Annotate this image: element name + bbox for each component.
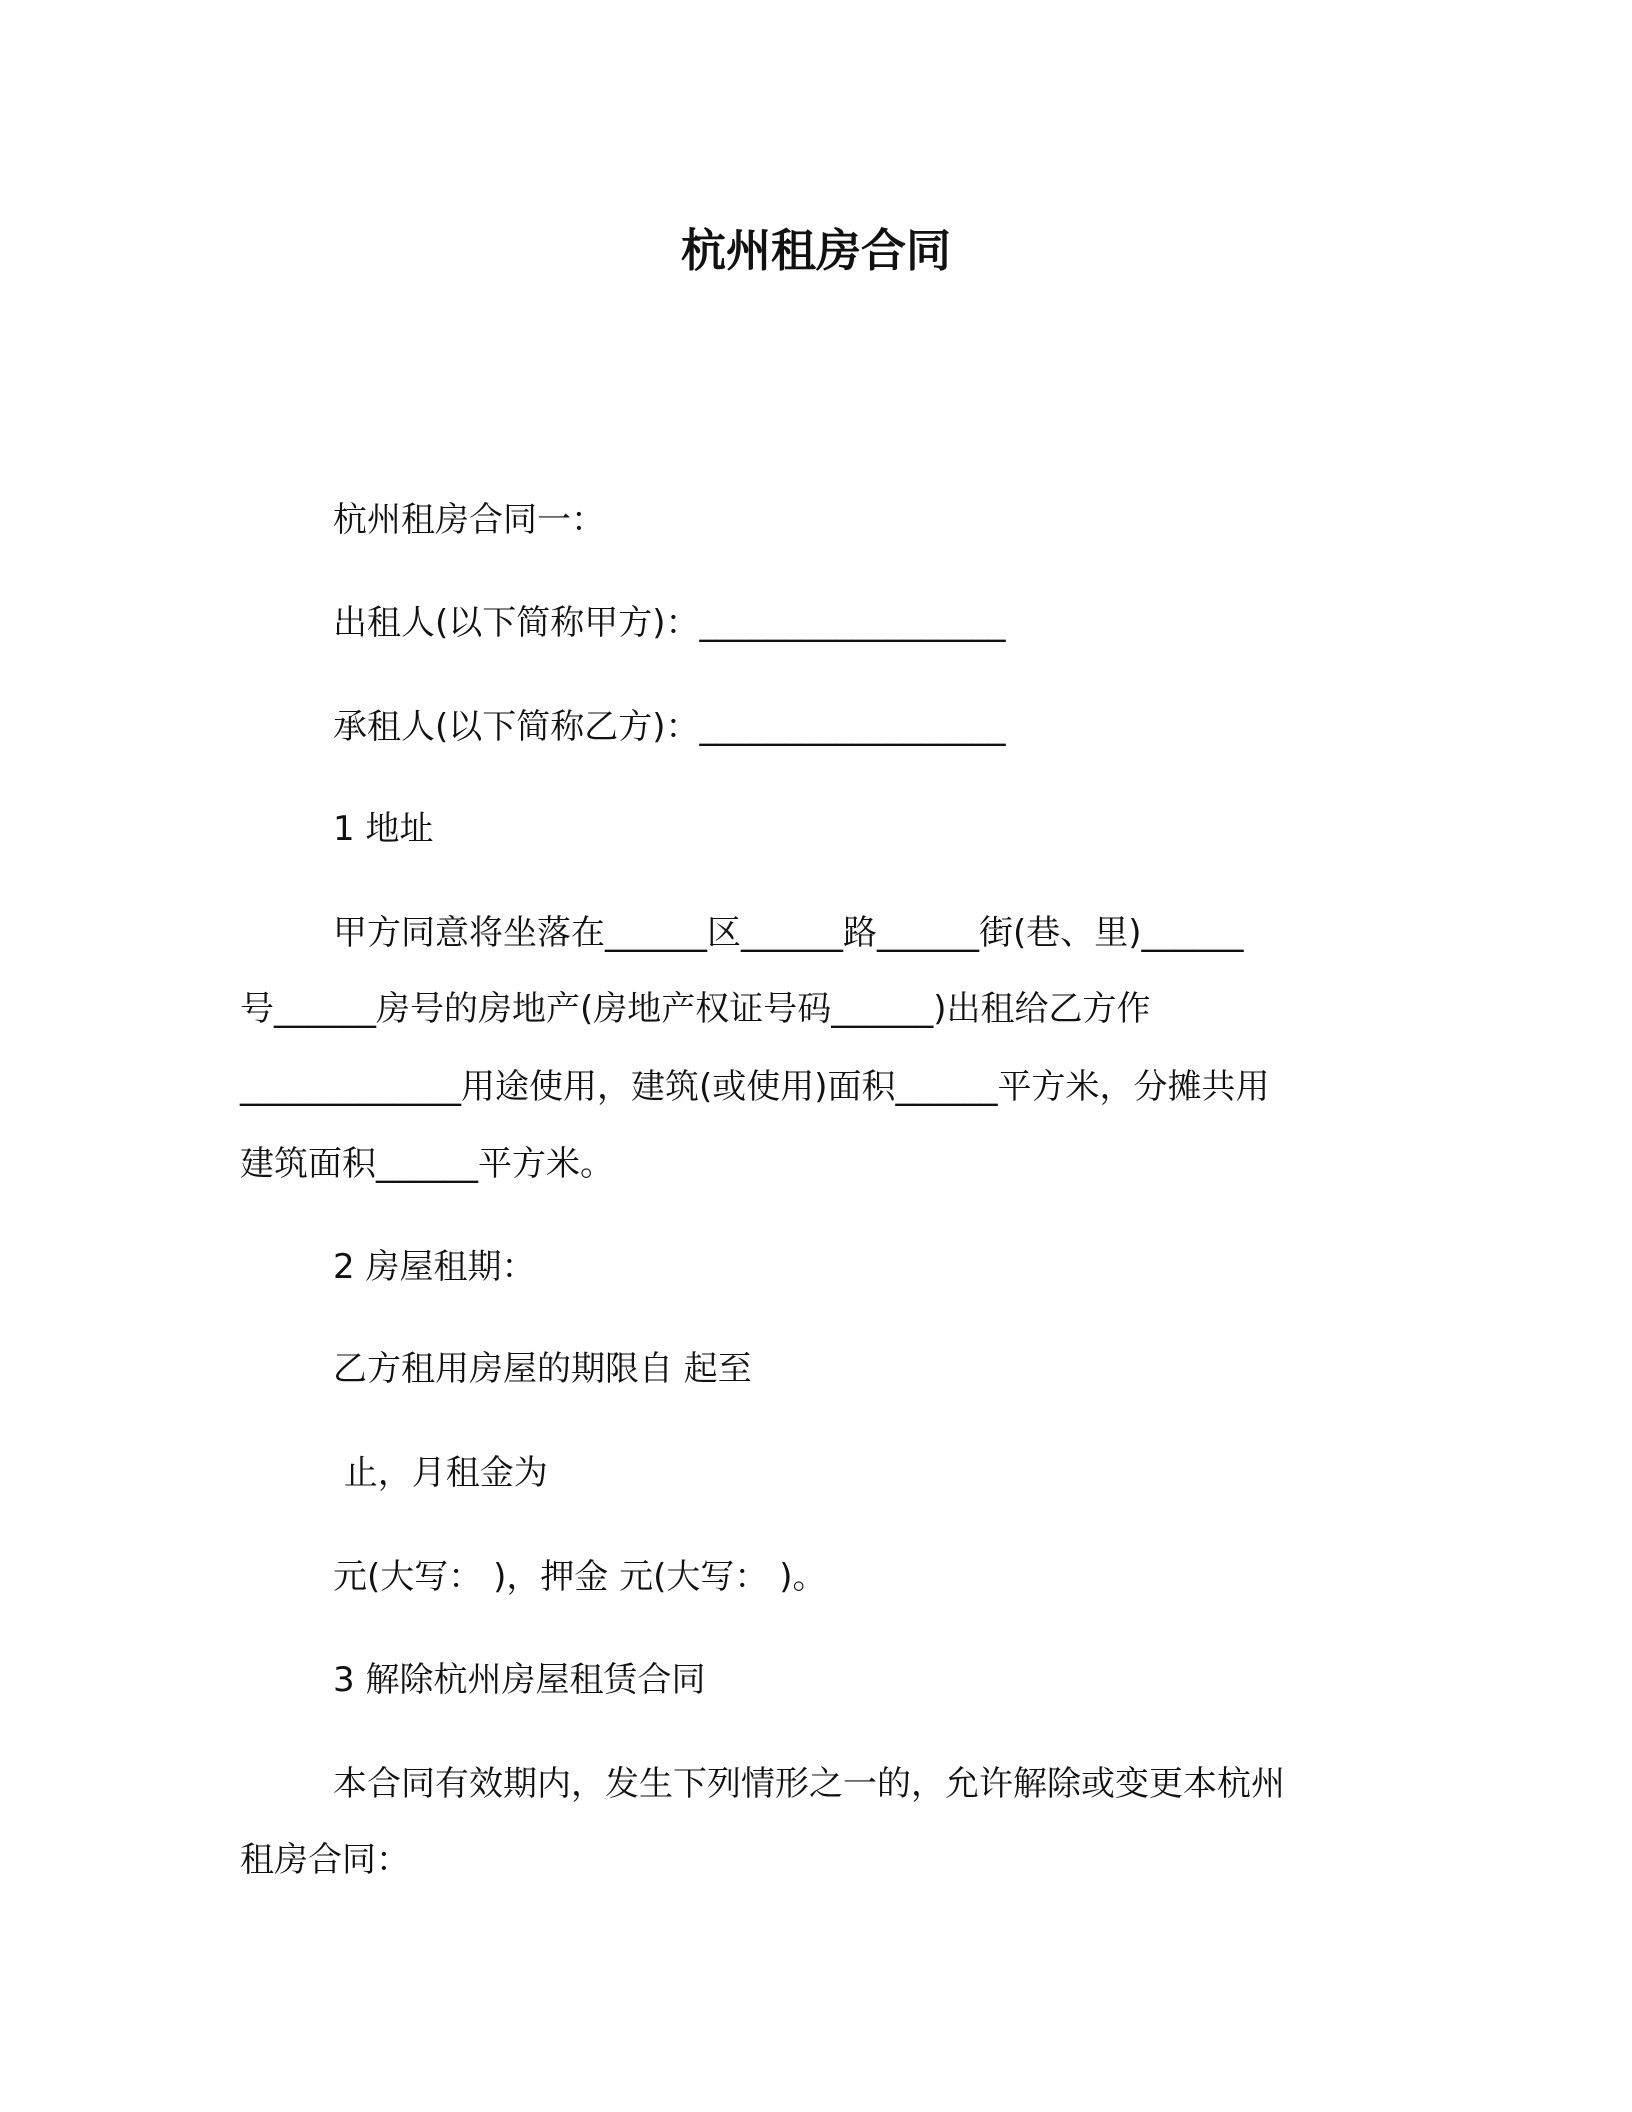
lessor-line: 出租人(以下简称甲方)：__________________: [333, 603, 1006, 643]
lease-term-line: 乙方租用房屋的期限自 起至: [333, 1349, 752, 1389]
termination-paragraph-line: 租房合同：: [240, 1840, 410, 1880]
address-paragraph-line: 建筑面积______平方米。: [240, 1144, 614, 1184]
section-heading-address: 1 地址: [333, 809, 434, 849]
lessee-line: 承租人(以下简称乙方)：__________________: [333, 707, 1006, 747]
contract-intro: 杭州租房合同一：: [333, 500, 605, 540]
address-paragraph-line: _____________用途使用，建筑(或使用)面积______平方米，分摊共用: [240, 1067, 1270, 1107]
monthly-rent-line: 止，月租金为: [333, 1453, 548, 1493]
document-title: 杭州租房合同: [680, 224, 951, 277]
section-heading-termination: 3 解除杭州房屋租赁合同: [333, 1660, 706, 1700]
termination-paragraph-line: 本合同有效期内，发生下列情形之一的，允许解除或变更本杭州: [333, 1764, 1285, 1804]
deposit-line: 元(大写： )，押金 元(大写： )。: [333, 1557, 827, 1597]
address-paragraph-line: 甲方同意将坐落在______区______路______街(巷、里)______: [333, 913, 1244, 953]
address-paragraph-line: 号______房号的房地产(房地产权证号码______)出租给乙方作: [240, 989, 1151, 1029]
section-heading-lease-term: 2 房屋租期：: [333, 1247, 536, 1287]
